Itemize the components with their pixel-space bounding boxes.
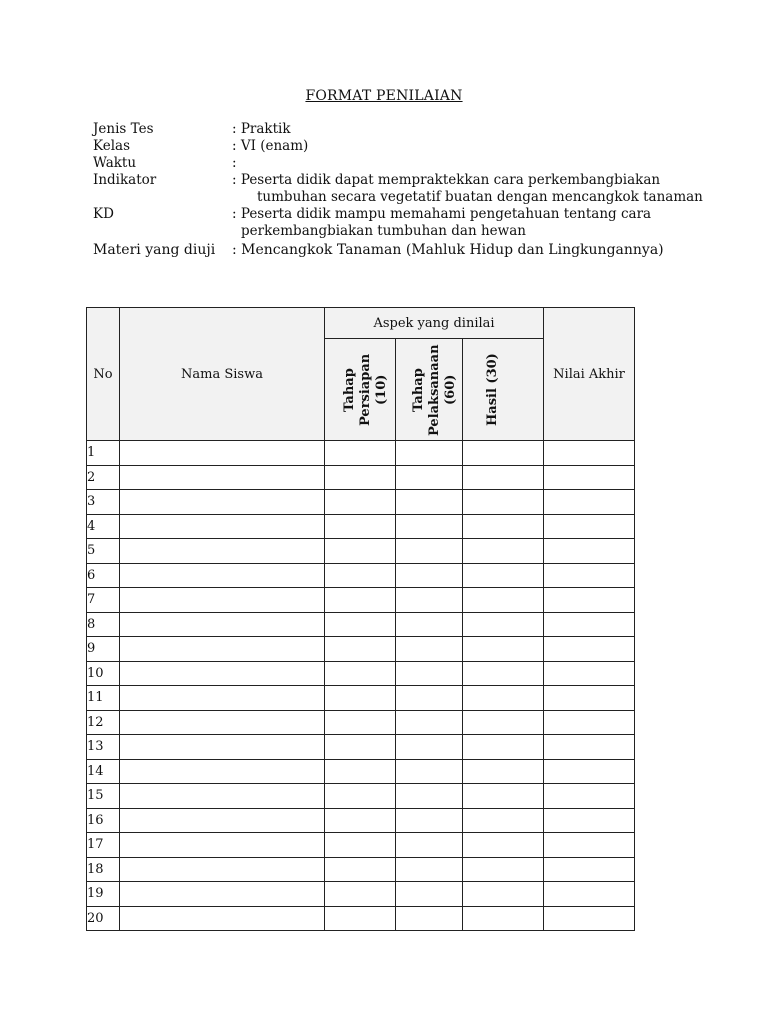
pelaksanaan-cell[interactable] bbox=[396, 882, 463, 907]
table-row bbox=[87, 514, 635, 539]
nilai-akhir-cell[interactable] bbox=[544, 808, 635, 833]
nilai-akhir-cell[interactable] bbox=[544, 784, 635, 809]
table-row bbox=[87, 563, 635, 588]
nilai-akhir-cell[interactable] bbox=[544, 686, 635, 711]
header-tahap-persiapan: Tahap Persiapan (10) bbox=[325, 339, 396, 441]
persiapan-cell[interactable] bbox=[325, 539, 396, 564]
persiapan-cell[interactable] bbox=[325, 490, 396, 515]
student-name-cell[interactable] bbox=[120, 759, 325, 784]
row-number: 11 bbox=[87, 686, 120, 711]
info-label: Indikator bbox=[93, 172, 157, 188]
row-number: 7 bbox=[87, 588, 120, 613]
persiapan-cell[interactable] bbox=[325, 882, 396, 907]
hasil-cell[interactable] bbox=[463, 563, 544, 588]
info-value-continued: perkembangbiakan tumbuhan dan hewan bbox=[241, 223, 526, 239]
nilai-akhir-cell[interactable] bbox=[544, 710, 635, 735]
pelaksanaan-cell[interactable] bbox=[396, 637, 463, 662]
hasil-cell[interactable] bbox=[463, 759, 544, 784]
pelaksanaan-cell[interactable] bbox=[396, 784, 463, 809]
info-value: : Praktik bbox=[232, 121, 291, 137]
hasil-cell[interactable] bbox=[463, 857, 544, 882]
hasil-cell[interactable] bbox=[463, 612, 544, 637]
row-number: 15 bbox=[87, 784, 120, 809]
pelaksanaan-cell[interactable] bbox=[396, 735, 463, 760]
student-name-cell[interactable] bbox=[120, 784, 325, 809]
pelaksanaan-cell[interactable] bbox=[396, 514, 463, 539]
table-row bbox=[87, 882, 635, 907]
info-value: : Mencangkok Tanaman (Mahluk Hidup dan Lingkungannya) bbox=[232, 242, 664, 258]
row-number: 9 bbox=[87, 637, 120, 662]
nilai-akhir-cell[interactable] bbox=[544, 735, 635, 760]
nilai-akhir-cell[interactable] bbox=[544, 833, 635, 858]
student-name-cell[interactable] bbox=[120, 710, 325, 735]
info-kelas bbox=[93, 138, 707, 155]
persiapan-cell[interactable] bbox=[325, 637, 396, 662]
hasil-cell[interactable] bbox=[463, 588, 544, 613]
nilai-akhir-cell[interactable] bbox=[544, 588, 635, 613]
pelaksanaan-cell[interactable] bbox=[396, 833, 463, 858]
row-number: 18 bbox=[87, 857, 120, 882]
student-name-cell[interactable] bbox=[120, 808, 325, 833]
row-number: 20 bbox=[87, 906, 120, 931]
nilai-akhir-cell[interactable] bbox=[544, 637, 635, 662]
persiapan-cell[interactable] bbox=[325, 784, 396, 809]
pelaksanaan-cell[interactable] bbox=[396, 588, 463, 613]
persiapan-cell[interactable] bbox=[325, 612, 396, 637]
hasil-cell[interactable] bbox=[463, 735, 544, 760]
student-name-cell[interactable] bbox=[120, 465, 325, 490]
header-nama-siswa: Nama Siswa bbox=[120, 308, 325, 441]
table-row bbox=[87, 759, 635, 784]
row-number: 17 bbox=[87, 833, 120, 858]
persiapan-cell[interactable] bbox=[325, 563, 396, 588]
hasil-cell[interactable] bbox=[463, 514, 544, 539]
info-indikator bbox=[93, 172, 707, 189]
nilai-akhir-cell[interactable] bbox=[544, 563, 635, 588]
hasil-cell[interactable] bbox=[463, 808, 544, 833]
table-row bbox=[87, 833, 635, 858]
student-name-cell[interactable] bbox=[120, 539, 325, 564]
student-name-cell[interactable] bbox=[120, 441, 325, 466]
table-row bbox=[87, 465, 635, 490]
hasil-cell[interactable] bbox=[463, 539, 544, 564]
persiapan-cell[interactable] bbox=[325, 441, 396, 466]
persiapan-cell[interactable] bbox=[325, 857, 396, 882]
info-value-continued: tumbuhan secara vegetatif buatan dengan mencangkok tanaman bbox=[257, 189, 703, 205]
table-row bbox=[87, 735, 635, 760]
header-no: No bbox=[87, 308, 120, 441]
header-hasil: Hasil (30) bbox=[463, 339, 544, 441]
pelaksanaan-cell[interactable] bbox=[396, 686, 463, 711]
row-number: 8 bbox=[87, 612, 120, 637]
table-row bbox=[87, 808, 635, 833]
row-number: 2 bbox=[87, 465, 120, 490]
hasil-cell[interactable] bbox=[463, 710, 544, 735]
pelaksanaan-cell[interactable] bbox=[396, 906, 463, 931]
hasil-cell[interactable] bbox=[463, 490, 544, 515]
persiapan-cell[interactable] bbox=[325, 588, 396, 613]
pelaksanaan-cell[interactable] bbox=[396, 441, 463, 466]
row-number: 1 bbox=[87, 441, 120, 466]
pelaksanaan-cell[interactable] bbox=[396, 563, 463, 588]
row-number: 4 bbox=[87, 514, 120, 539]
info-value: : VI (enam) bbox=[232, 138, 309, 154]
header-aspek: Aspek yang dinilai bbox=[325, 308, 544, 339]
row-number: 12 bbox=[87, 710, 120, 735]
nilai-akhir-cell[interactable] bbox=[544, 759, 635, 784]
hasil-cell[interactable] bbox=[463, 833, 544, 858]
persiapan-cell[interactable] bbox=[325, 465, 396, 490]
nilai-akhir-cell[interactable] bbox=[544, 490, 635, 515]
info-materi bbox=[93, 242, 707, 259]
assessment-table bbox=[86, 307, 635, 931]
student-name-cell[interactable] bbox=[120, 906, 325, 931]
student-name-cell[interactable] bbox=[120, 661, 325, 686]
table-row bbox=[87, 612, 635, 637]
table-row bbox=[87, 784, 635, 809]
student-name-cell[interactable] bbox=[120, 514, 325, 539]
pelaksanaan-cell[interactable] bbox=[396, 759, 463, 784]
table-row bbox=[87, 441, 635, 466]
student-name-cell[interactable] bbox=[120, 833, 325, 858]
row-number: 16 bbox=[87, 808, 120, 833]
hasil-cell[interactable] bbox=[463, 906, 544, 931]
row-number: 19 bbox=[87, 882, 120, 907]
document-title: FORMAT PENILAIAN bbox=[305, 88, 463, 104]
pelaksanaan-cell[interactable] bbox=[396, 612, 463, 637]
header-tahap-pelaksanaan: Tahap Pelaksanaan (60) bbox=[396, 339, 463, 441]
row-number: 6 bbox=[87, 563, 120, 588]
hasil-cell[interactable] bbox=[463, 784, 544, 809]
nilai-akhir-cell[interactable] bbox=[544, 514, 635, 539]
info-label: KD bbox=[93, 206, 114, 222]
student-name-cell[interactable] bbox=[120, 857, 325, 882]
nilai-akhir-cell[interactable] bbox=[544, 906, 635, 931]
student-name-cell[interactable] bbox=[120, 637, 325, 662]
persiapan-cell[interactable] bbox=[325, 808, 396, 833]
pelaksanaan-cell[interactable] bbox=[396, 808, 463, 833]
persiapan-cell[interactable] bbox=[325, 833, 396, 858]
nilai-akhir-cell[interactable] bbox=[544, 441, 635, 466]
info-indikator-cont bbox=[93, 189, 707, 206]
info-label: Materi yang diuji bbox=[93, 242, 216, 258]
row-number: 13 bbox=[87, 735, 120, 760]
assessment-info bbox=[93, 121, 707, 259]
hasil-cell[interactable] bbox=[463, 637, 544, 662]
row-number: 5 bbox=[87, 539, 120, 564]
persiapan-cell[interactable] bbox=[325, 514, 396, 539]
student-name-cell[interactable] bbox=[120, 612, 325, 637]
student-name-cell[interactable] bbox=[120, 490, 325, 515]
nilai-akhir-cell[interactable] bbox=[544, 612, 635, 637]
info-label: Kelas bbox=[93, 138, 131, 154]
persiapan-cell[interactable] bbox=[325, 710, 396, 735]
hasil-cell[interactable] bbox=[463, 686, 544, 711]
hasil-cell[interactable] bbox=[463, 441, 544, 466]
table-row bbox=[87, 637, 635, 662]
row-number: 3 bbox=[87, 490, 120, 515]
persiapan-cell[interactable] bbox=[325, 686, 396, 711]
table-row bbox=[87, 661, 635, 686]
row-number: 10 bbox=[87, 661, 120, 686]
info-label: Waktu bbox=[93, 155, 137, 171]
info-value: : Peserta didik dapat mempraktekkan cara perkembangbiakan bbox=[232, 172, 661, 188]
nilai-akhir-cell[interactable] bbox=[544, 465, 635, 490]
student-name-cell[interactable] bbox=[120, 588, 325, 613]
table-row bbox=[87, 588, 635, 613]
table-row bbox=[87, 539, 635, 564]
info-value: : bbox=[232, 155, 237, 171]
pelaksanaan-cell[interactable] bbox=[396, 661, 463, 686]
student-name-cell[interactable] bbox=[120, 735, 325, 760]
pelaksanaan-cell[interactable] bbox=[396, 490, 463, 515]
table-row bbox=[87, 490, 635, 515]
nilai-akhir-cell[interactable] bbox=[544, 857, 635, 882]
persiapan-cell[interactable] bbox=[325, 661, 396, 686]
pelaksanaan-cell[interactable] bbox=[396, 539, 463, 564]
persiapan-cell[interactable] bbox=[325, 906, 396, 931]
student-name-cell[interactable] bbox=[120, 882, 325, 907]
hasil-cell[interactable] bbox=[463, 465, 544, 490]
student-name-cell[interactable] bbox=[120, 563, 325, 588]
pelaksanaan-cell[interactable] bbox=[396, 710, 463, 735]
nilai-akhir-cell[interactable] bbox=[544, 882, 635, 907]
info-label: Jenis Tes bbox=[93, 121, 154, 137]
row-number: 14 bbox=[87, 759, 120, 784]
nilai-akhir-cell[interactable] bbox=[544, 539, 635, 564]
hasil-cell[interactable] bbox=[463, 661, 544, 686]
nilai-akhir-cell[interactable] bbox=[544, 661, 635, 686]
table-row bbox=[87, 906, 635, 931]
table-row bbox=[87, 857, 635, 882]
pelaksanaan-cell[interactable] bbox=[396, 465, 463, 490]
info-jenis-tes bbox=[93, 121, 707, 138]
persiapan-cell[interactable] bbox=[325, 759, 396, 784]
info-waktu bbox=[93, 155, 707, 172]
student-name-cell[interactable] bbox=[120, 686, 325, 711]
info-kd-cont bbox=[93, 223, 707, 240]
table-row bbox=[87, 686, 635, 711]
header-nilai-akhir: Nilai Akhir bbox=[544, 308, 635, 441]
hasil-cell[interactable] bbox=[463, 882, 544, 907]
persiapan-cell[interactable] bbox=[325, 735, 396, 760]
table-row bbox=[87, 710, 635, 735]
info-value: : Peserta didik mampu memahami pengetahuan tentang cara bbox=[232, 206, 652, 222]
info-kd bbox=[93, 206, 707, 223]
pelaksanaan-cell[interactable] bbox=[396, 857, 463, 882]
